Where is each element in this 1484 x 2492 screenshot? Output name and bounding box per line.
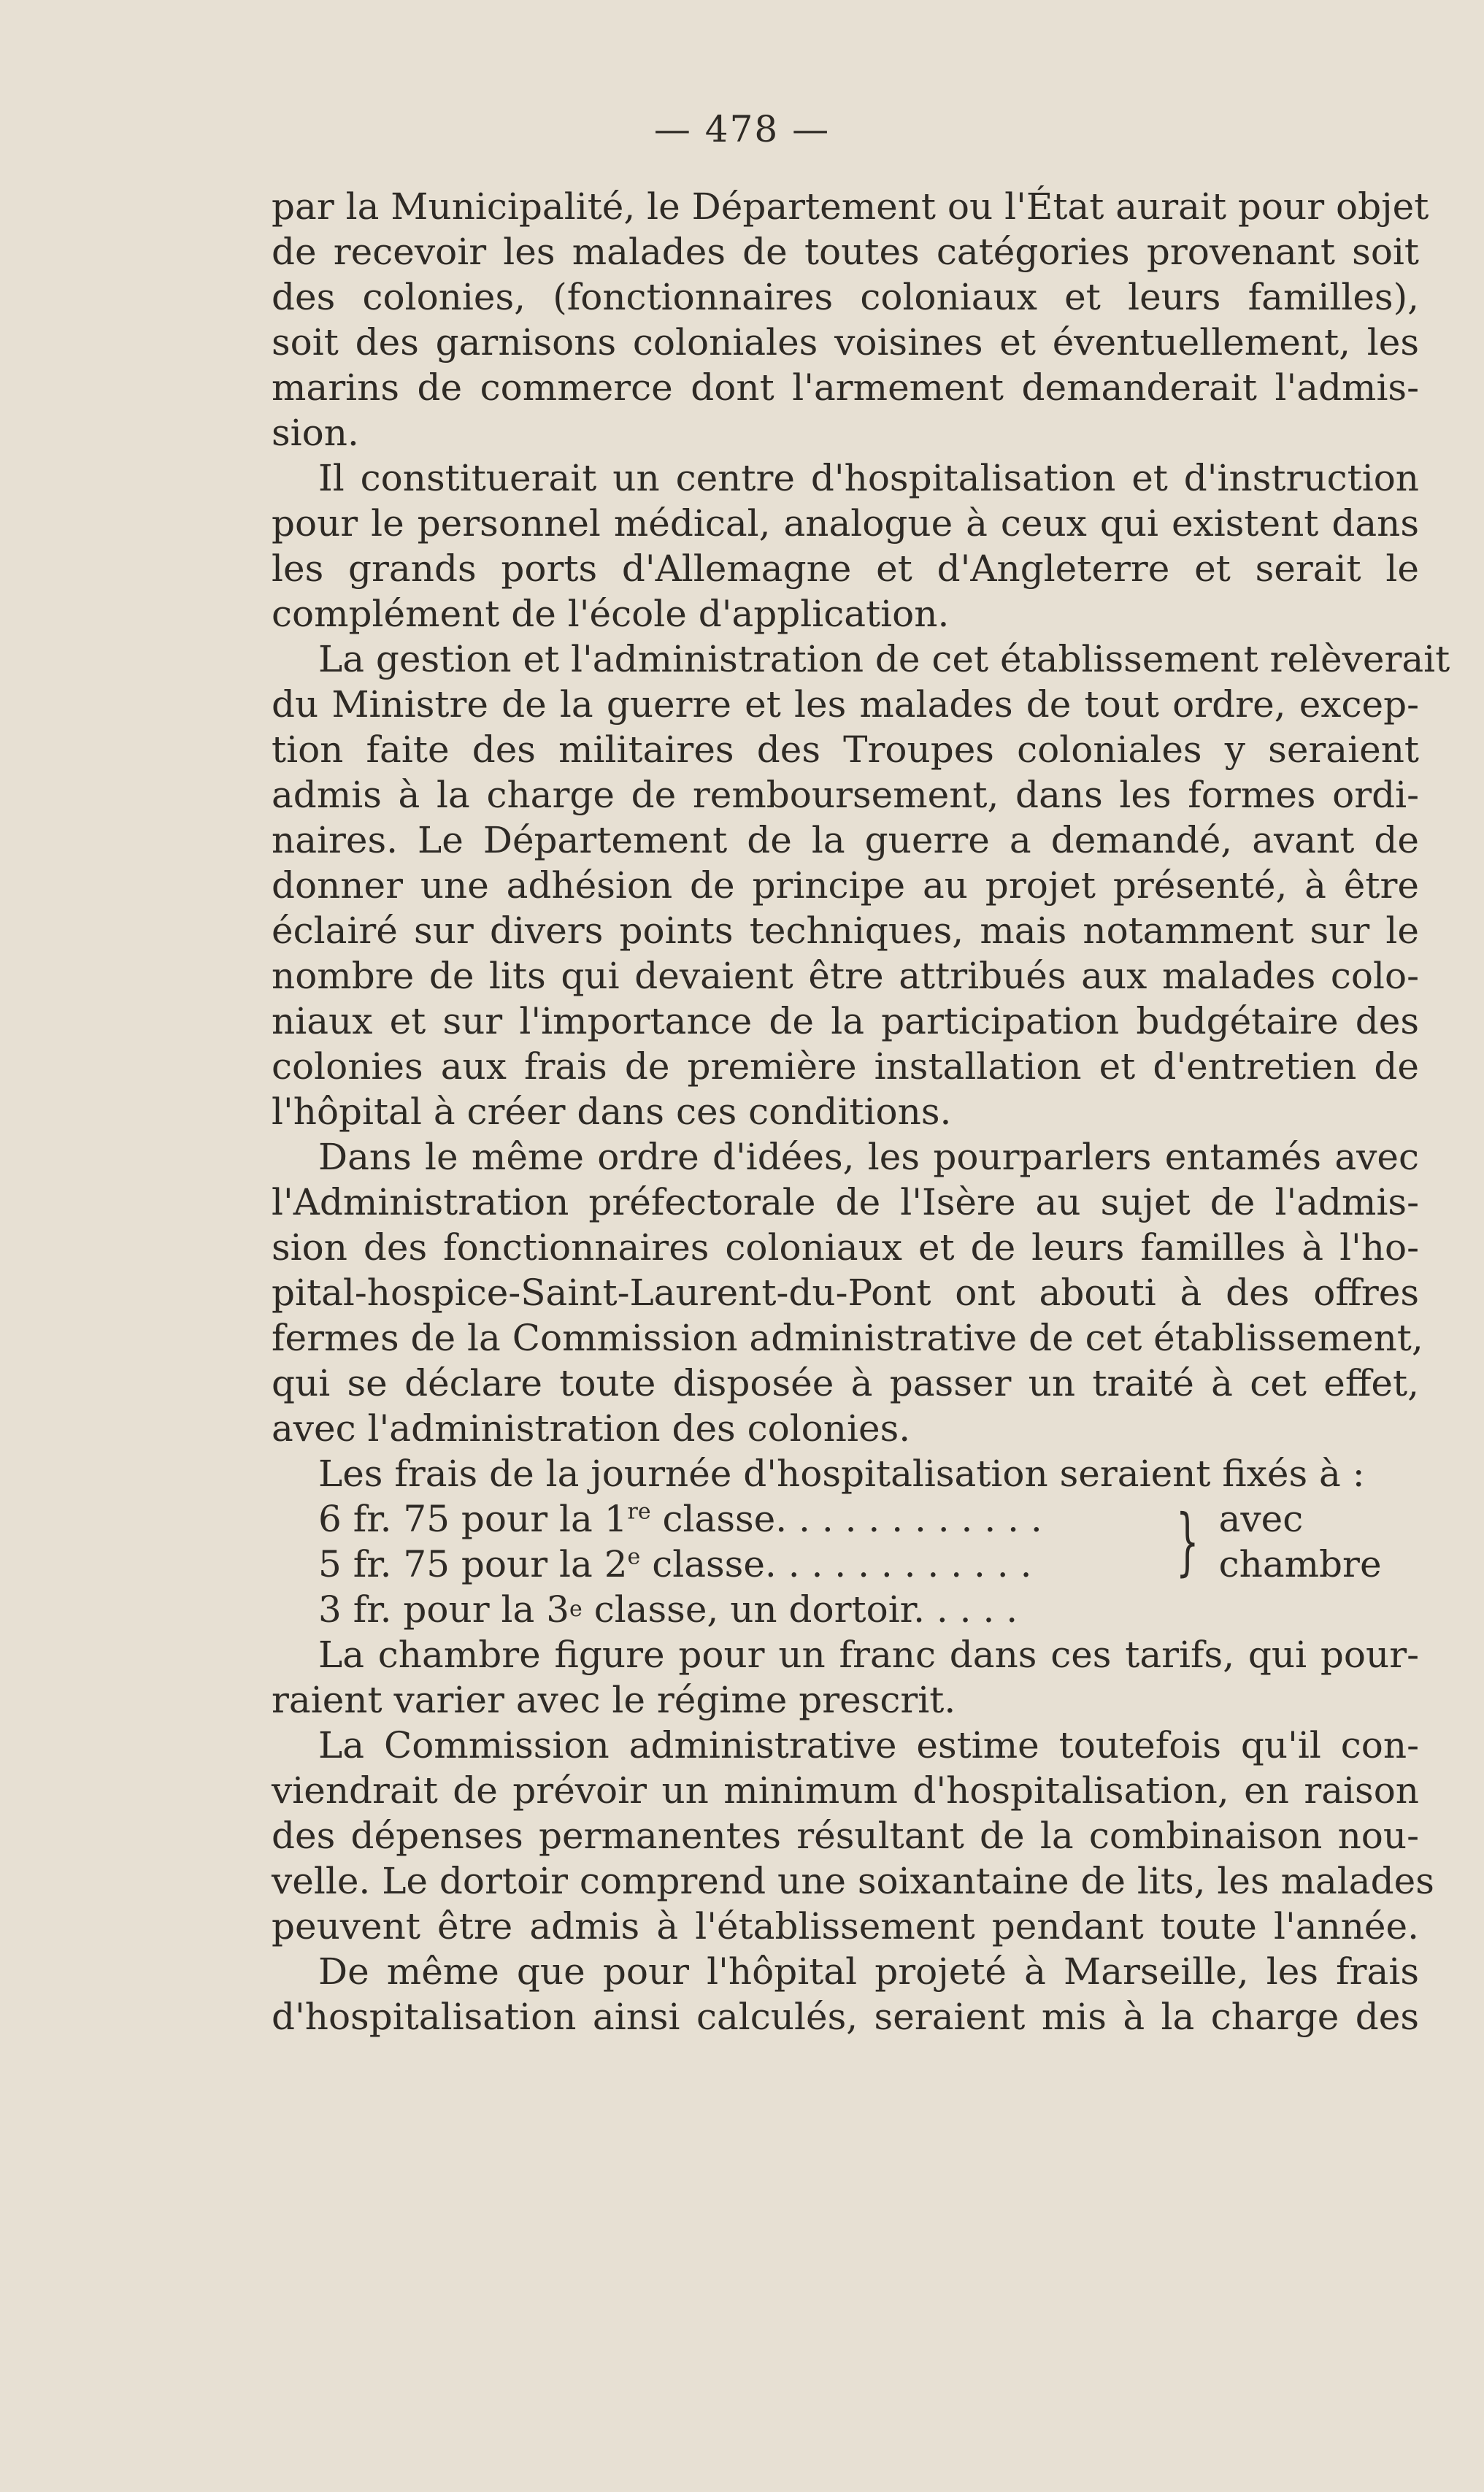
body-text <box>272 184 1450 2039</box>
text-line: pour le personnel médical, analogue à ceux qui existent dans <box>272 502 1419 545</box>
tariff-row: 6 fr. 75 pour la 1re classe. . . . . . . . . . . . <box>318 1498 1042 1540</box>
paragraph-4 <box>272 1134 1423 1451</box>
text-line: La gestion et l'administration de cet établissement relèverait <box>318 638 1450 680</box>
text-line: marins de commerce dont l'armement demanderait l'admis- <box>272 366 1419 409</box>
text-line: soit des garnisons coloniales voisines et éventuellement, les <box>272 321 1419 364</box>
text-line: des colonies, (fonctionnaires coloniaux et leurs familles), <box>272 276 1419 318</box>
text-line: éclairé sur divers points techniques, mais notamment sur le <box>272 909 1419 952</box>
text-line: complément de l'école d'application. <box>272 593 950 635</box>
text-line: raient varier avec le régime prescrit. <box>272 1679 956 1721</box>
text-line: colonies aux frais de première installation et d'entretien de <box>272 1045 1419 1088</box>
tariff-note: avec chambre <box>1218 1498 1382 1585</box>
tariff-row: 3 fr. pour la 3 e classe, un dortoir. . . . . <box>318 1588 1018 1631</box>
text-line: fermes de la Commission administrative de cet établissement, <box>272 1317 1423 1359</box>
text-line: pital-hospice-Saint-Laurent-du-Pont ont abouti à des offres <box>272 1272 1419 1314</box>
text-line: De même que pour l'hôpital projeté à Marseille, les frais <box>318 1950 1419 1993</box>
tariff-intro: Les frais de la journée d'hospitalisation seraient fixés à : <box>318 1453 1365 1495</box>
page-number: — 478 — <box>653 108 831 150</box>
paragraph-5 <box>272 1632 1419 1723</box>
text-line: les grands ports d'Allemagne et d'Angleterre et serait le <box>272 547 1419 590</box>
text-line: tion faite des militaires des Troupes coloniales y seraient <box>272 728 1419 771</box>
tariff-group-chambre <box>272 1496 1419 1587</box>
text-line: niaux et sur l'importance de la participation budgétaire des <box>272 1000 1419 1042</box>
brace: } <box>1175 1499 1199 1584</box>
text-line: admis à la charge de remboursement, dans les formes ordi- <box>272 774 1419 816</box>
text-line: nombre de lits qui devaient être attribués aux malades colo- <box>272 955 1419 997</box>
text-line: viendrait de prévoir un minimum d'hospitalisation, en raison <box>272 1769 1419 1812</box>
text-line: d'hospitalisation ainsi calculés, seraient mis à la charge des <box>272 1996 1419 2038</box>
text-line: sion. <box>272 412 359 454</box>
text-line: par la Municipalité, le Département ou l'État aurait pour objet <box>272 185 1429 228</box>
text-line: du Ministre de la guerre et les malades de tout ordre, excep- <box>272 683 1419 726</box>
tariff-row: 5 fr. 75 pour la 2e classe. . . . . . . . . . . . <box>318 1543 1032 1585</box>
text-line: avec l'administration des colonies. <box>272 1407 911 1450</box>
paragraph-7 <box>272 1949 1419 2039</box>
text-line: l'Administration préfectorale de l'Isère au sujet de l'admis- <box>272 1181 1419 1223</box>
text-line: donner une adhésion de principe au projet présenté, à être <box>272 864 1419 907</box>
text-line: des dépenses permanentes résultant de la combinaison nou- <box>272 1815 1419 1857</box>
text-line: l'hôpital à créer dans ces conditions. <box>272 1091 952 1133</box>
text-line: sion des fonctionnaires coloniaux et de leurs familles à l'ho- <box>272 1226 1419 1269</box>
text-line: de recevoir les malades de toutes catégories provenant soit <box>272 231 1419 273</box>
paragraph-3 <box>272 637 1450 1134</box>
text-line: peuvent être admis à l'établissement pendant toute l'année. <box>272 1905 1419 1947</box>
paragraph-6 <box>272 1723 1434 1949</box>
text-line: La Commission administrative estime toutefois qu'il con- <box>318 1724 1419 1766</box>
text-line: qui se déclare toute disposée à passer un traité à cet effet, <box>272 1362 1419 1404</box>
text-line: Dans le même ordre d'idées, les pourparlers entamés avec <box>318 1136 1419 1178</box>
text-line: naires. Le Département de la guerre a demandé, avant de <box>272 819 1419 861</box>
text-line: La chambre figure pour un franc dans ces tarifs, qui pour- <box>318 1634 1419 1676</box>
tariff-section <box>272 1451 1419 1632</box>
text-line: Il constituerait un centre d'hospitalisation et d'instruction <box>318 457 1419 499</box>
paragraph-2 <box>272 455 1419 637</box>
text-line: velle. Le dortoir comprend une soixantaine de lits, les malades <box>272 1860 1434 1902</box>
paragraph-1 <box>272 184 1429 455</box>
